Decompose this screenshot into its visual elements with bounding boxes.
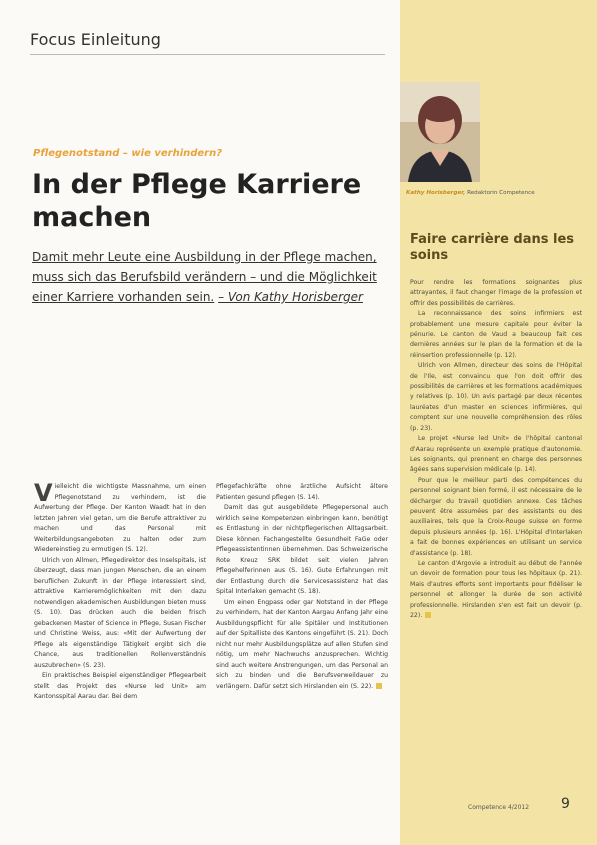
page-number: 9 xyxy=(561,796,570,812)
caption-name: Kathy Horisberger, xyxy=(406,190,466,196)
body-paragraph: Damit das gut ausgebildete Pflegepersonal auch wirklich seine Kompetenzen einbringen kann, benötigt es Entlastung in der nichtpflegerischen Alltagsarbeit. Diese können Fachangestellte Gesundheit FaGe oder Pflegeassistentinnen übernehmen. Das Schweizerische Rote Kreuz SRK bildet seit vielen Jahren Pflegehelferinnen aus (S. 16). Gute Erfahrungen mit der Entlastung durch die Servicesassistenz hat das Spital Interlaken gemacht (S. 18). xyxy=(216,504,388,595)
article-kicker: Pflegenotstand – wie verhindern? xyxy=(33,148,223,159)
sidebar-paragraph: Pour que le meilleur parti des compétences du personnel soignant bien formé, il est nécessaire de le décharger du travail quotidien annexe. Ces tâches peuvent être assumées par des assistants ou des auxiliaires, tels que la Croix-Rouge suisse en forme depuis plusieurs années (p. 16). L'Hôpital d'Interlaken a fait de bonnes expériences en utilisant un service d'assistance (p. 18). xyxy=(410,476,582,557)
lead-text: Damit mehr Leute eine Ausbildung in der Pflege machen, muss sich das Berufsbild verändern – und die Möglichkeit einer Karriere vorhanden sein. xyxy=(32,250,377,304)
lead-byline: – Von Kathy Horisberger xyxy=(218,290,363,304)
end-mark-icon xyxy=(376,683,382,689)
sidebar-paragraph: Ulrich von Allmen, directeur des soins de l'Hôpital de l'Ile, est convaincu que l'on doit offrir des possibilités de carrières et les formations académiques y relatives (p. 10). Un avis partagé par deux récentes lauréates d'un master en sciences infirmières, qui comptent sur une nouvelle compréhension des rôles (p. 23). xyxy=(410,362,582,432)
body-paragraph: Ulrich von Allmen, Pflegedirektor des Inselspitals, ist überzeugt, dass man jungen Menschen, die an einem beruflichen Zukunft in der Pflege interessiert sind, attraktive Karrieremöglichkeiten mit den dazu notwendigen akademischen Ausbildungen bieten muss (S. 10). Das drücken auch die beiden frisch gebackenen Master of Science in Pflege, Susan Fischer und Christine Weiss, aus: «Mit der Aufwertung der Pflege als eigenständige Tätigkeit ergibt sich die Chance, aus traditionellen Rollenverständnis auszubrechen» (S. 23). xyxy=(34,556,206,669)
sidebar-text xyxy=(410,278,582,621)
body-paragraph: Pflegefachkräfte ohne ärztliche Aufsicht ältere Patienten gesund pflegen (S. 14). xyxy=(216,483,388,501)
end-mark-icon xyxy=(425,612,431,618)
article-title: In der Pflege Karriere machen xyxy=(32,169,362,233)
author-photo xyxy=(400,82,480,182)
caption-role: Redaktorin Competence xyxy=(467,190,535,196)
body-paragraph: Vielleicht die wichtigste Massnahme, um einen Pflegenotstand zu verhindern, ist die Aufwertung der Pflege. Der Kanton Waadt hat in den letzten Jahren viel getan, um die Berufe attraktiver zu machen und das Personal mit Weiterbildungsangeboten zu halten oder zum Wiedereinstieg zu ermutigen (S. 12). xyxy=(34,479,206,553)
section-label: Focus Einleitung xyxy=(30,30,161,49)
body-column-2 xyxy=(216,482,388,692)
body-column-1 xyxy=(34,479,206,703)
sidebar-title: Faire carrière dans les soins xyxy=(410,232,575,263)
sidebar-paragraph: Le canton d'Argovie a introduit au début de l'année un devoir de formation pour tous les hôpitaux (p. 21). Mais d'autres efforts sont importants pour fidéliser le personnel et allonger la durée de son activité professionnelle. Hirslanden s'en est fait un devoir (p. 22). xyxy=(410,559,582,619)
body-paragraph: Ein praktisches Beispiel eigenständiger Pflegearbeit stellt das Projekt des «Nurse led Unit» am Kantonsspital Aarau dar. Bei dem xyxy=(34,672,206,700)
magazine-issue: Competence 4/2012 xyxy=(468,804,530,811)
sidebar-paragraph: Pour rendre les formations soignantes plus attrayantes, il faut changer l'image de la profession et offrir des possibilités de carrières. xyxy=(410,279,582,307)
photo-caption xyxy=(406,190,591,196)
article-lead xyxy=(32,247,382,307)
body-paragraph: Um einen Engpass oder gar Notstand in der Pflege zu verhindern, hat der Kanton Aargau Anfang Jahr eine Ausbildungspflicht für alle Spitäler und Institutionen auf der Spitalliste des Kantons eingeführt (S. 21). Doch nicht nur mehr Ausbildungsplätze auf allen Stufen sind nötig, um mehr Nachwuchs anzusprechen. Wichtig sind auch weitere Anstrengungen, um das Personal an sich zu binden und die Berufsverweildauer zu verlängern. Dafür setzt sich Hirslanden ein (S. 22). xyxy=(216,598,388,690)
section-divider xyxy=(30,54,385,55)
sidebar-paragraph: La reconnaissance des soins infirmiers est probablement une mesure capitale pour éviter la pénurie. Le canton de Vaud a beaucoup fait ces dernières années sur le plan de la formation et de la réinsertion professionnelle (p. 12). xyxy=(410,310,582,359)
sidebar-paragraph: Le projet «Nurse led Unit» de l'hôpital cantonal d'Aarau représente un exemple pratique d'autonomie. Les soignants, qui prennent en charge des personnes âgées sans supervision médicale (p. 14). xyxy=(410,435,582,474)
drop-cap: V xyxy=(34,479,53,507)
